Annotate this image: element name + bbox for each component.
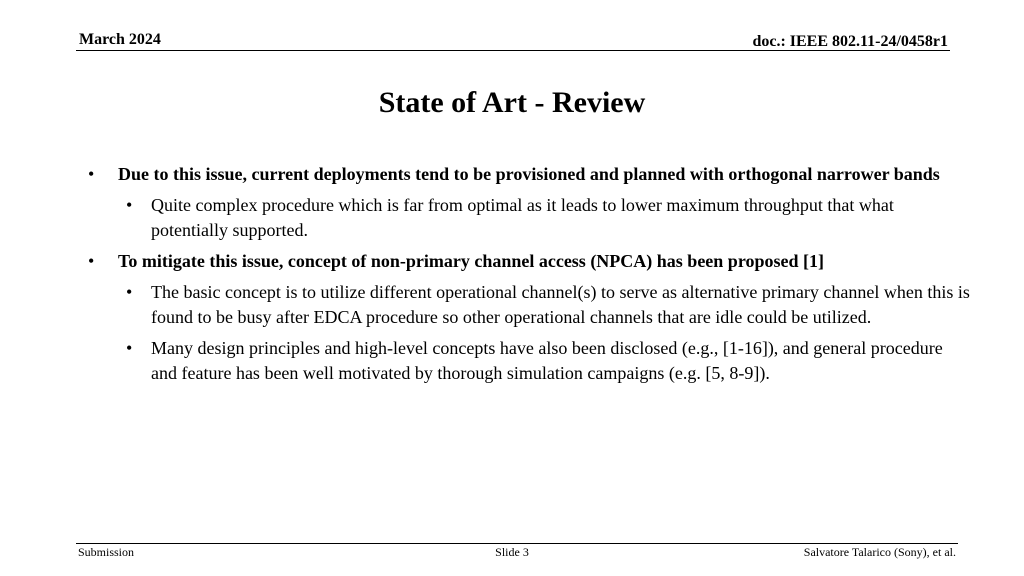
bullet-dot-icon: •: [126, 282, 133, 302]
sub-bullet-item: [82, 280, 972, 330]
bullet-text: Due to this issue, current deployments tend to be provisioned and planned with orthogonal narrower bands: [118, 164, 940, 184]
footer-slide-number: Slide 3: [495, 545, 529, 559]
slide-body: [82, 162, 972, 392]
slide-title: State of Art - Review: [378, 86, 646, 119]
bullet-dot-icon: •: [126, 195, 133, 215]
bullet-item: [82, 162, 972, 187]
sub-bullet-item: [82, 193, 972, 243]
footer-divider: [76, 543, 958, 544]
footer-author: Salvatore Talarico (Sony), et al.: [803, 545, 956, 559]
bullet-dot-icon: •: [88, 164, 95, 184]
footer-submission: Submission: [78, 545, 135, 559]
bullet-dot-icon: •: [88, 251, 95, 271]
bullet-text: To mitigate this issue, concept of non-primary channel access (NPCA) has been proposed [1]: [118, 251, 824, 271]
header-doc-id: doc.: IEEE 802.11-24/0458r1: [752, 33, 948, 50]
sub-bullet-text: Quite complex procedure which is far from optimal as it leads to lower maximum throughput that what potentially supported.: [151, 195, 894, 240]
header-divider: [76, 50, 950, 51]
header-date: March 2024: [79, 31, 161, 48]
bullet-item: [82, 249, 972, 274]
bullet-dot-icon: •: [126, 338, 133, 358]
sub-bullet-item: [82, 336, 972, 386]
sub-bullet-text: Many design principles and high-level concepts have also been disclosed (e.g., [1-16]), and general procedure and feature has been well motivated by thorough simulation campaigns (e.g. [5, 8-9]).: [151, 338, 943, 383]
sub-bullet-text: The basic concept is to utilize different operational channel(s) to serve as alternative primary channel when this is found to be busy after EDCA procedure so other operational channels that are idle could be utilized.: [151, 282, 970, 327]
